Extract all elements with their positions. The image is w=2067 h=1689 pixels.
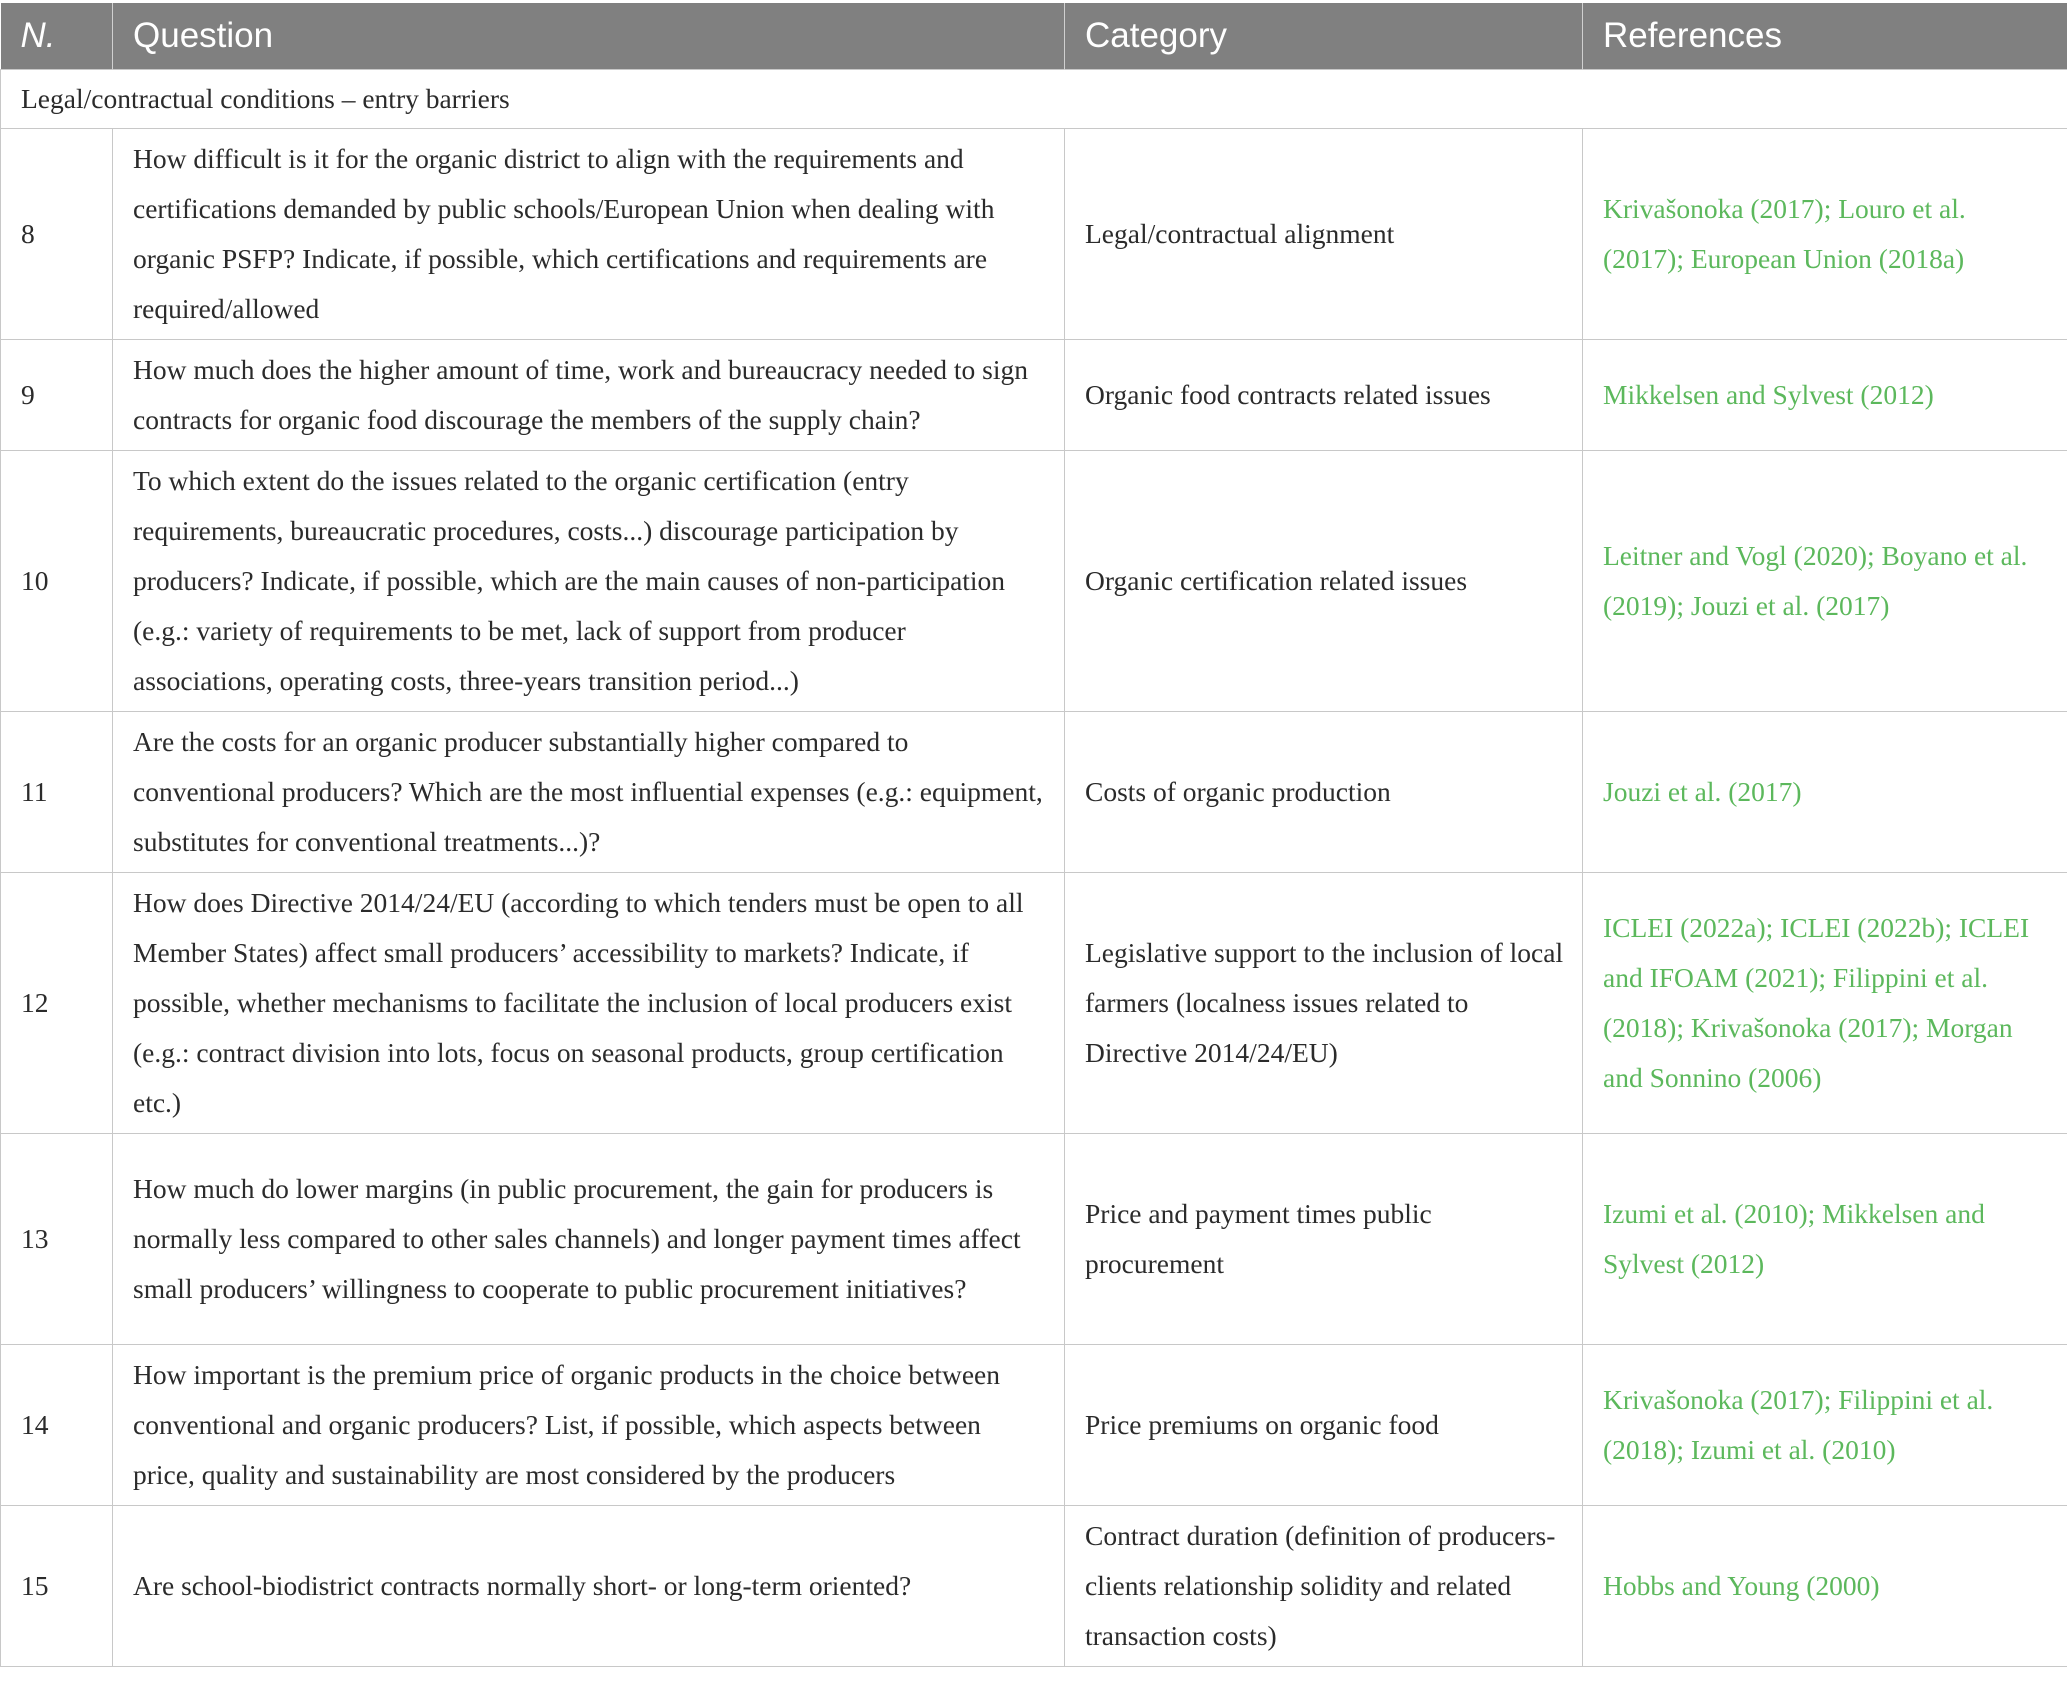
row-references-link[interactable]: Jouzi et al. (2017) <box>1583 712 2067 873</box>
row-number: 11 <box>1 712 113 873</box>
row-number: 13 <box>1 1134 113 1345</box>
section-title: Legal/contractual conditions – entry barriers <box>1 70 2067 129</box>
header-n: N. <box>1 3 113 70</box>
row-references-link[interactable]: Mikkelsen and Sylvest (2012) <box>1583 340 2067 451</box>
table-row <box>1 712 2067 873</box>
row-category: Legal/contractual alignment <box>1065 129 1583 340</box>
row-question: Are the costs for an organic producer substantially higher compared to conventional producers? Which are the most influential expenses (e.g.: equipment, substitutes for conventional treatments...)? <box>113 712 1065 873</box>
section-row <box>1 70 2067 129</box>
row-number: 14 <box>1 1345 113 1506</box>
row-question: How does Directive 2014/24/EU (according to which tenders must be open to all Member States) affect small producers’ accessibility to markets? Indicate, if possible, whether mechanisms to facilitate the inclusion of local producers exist (e.g.: contract division into lots, focus on seasonal products, group certification etc.) <box>113 873 1065 1134</box>
row-references-link[interactable]: ICLEI (2022a); ICLEI (2022b); ICLEI and IFOAM (2021); Filippini et al. (2018); Krivašonoka (2017); Morgan and Sonnino (2006) <box>1583 873 2067 1134</box>
row-question: How important is the premium price of organic products in the choice between conventional and organic producers? List, if possible, which aspects between price, quality and sustainability are most considered by the producers <box>113 1345 1065 1506</box>
row-references-link[interactable]: Izumi et al. (2010); Mikkelsen and Sylvest (2012) <box>1583 1134 2067 1345</box>
table-row <box>1 1134 2067 1345</box>
row-references-link[interactable]: Leitner and Vogl (2020); Boyano et al. (2019); Jouzi et al. (2017) <box>1583 451 2067 712</box>
row-references-link[interactable]: Hobbs and Young (2000) <box>1583 1506 2067 1667</box>
row-number: 15 <box>1 1506 113 1667</box>
table-row <box>1 129 2067 340</box>
row-category: Costs of organic production <box>1065 712 1583 873</box>
questionnaire-table <box>0 3 2067 1667</box>
row-number: 10 <box>1 451 113 712</box>
row-category: Price and payment times public procurement <box>1065 1134 1583 1345</box>
row-question: Are school-biodistrict contracts normally short- or long-term oriented? <box>113 1506 1065 1667</box>
header-category: Category <box>1065 3 1583 70</box>
row-number: 12 <box>1 873 113 1134</box>
header-row <box>1 3 2067 70</box>
table-row <box>1 1345 2067 1506</box>
row-question: How much do lower margins (in public procurement, the gain for producers is normally less compared to other sales channels) and longer payment times affect small producers’ willingness to cooperate to public procurement initiatives? <box>113 1134 1065 1345</box>
table-row <box>1 873 2067 1134</box>
row-category: Organic food contracts related issues <box>1065 340 1583 451</box>
table-row <box>1 340 2067 451</box>
header-references: References <box>1583 3 2067 70</box>
row-category: Price premiums on organic food <box>1065 1345 1583 1506</box>
row-references-link[interactable]: Krivašonoka (2017); Filippini et al. (2018); Izumi et al. (2010) <box>1583 1345 2067 1506</box>
table-row <box>1 451 2067 712</box>
header-question: Question <box>113 3 1065 70</box>
row-number: 9 <box>1 340 113 451</box>
row-category: Organic certification related issues <box>1065 451 1583 712</box>
row-question: How much does the higher amount of time, work and bureaucracy needed to sign contracts for organic food discourage the members of the supply chain? <box>113 340 1065 451</box>
row-question: How difficult is it for the organic district to align with the requirements and certifications demanded by public schools/European Union when dealing with organic PSFP? Indicate, if possible, which certifications and requirements are required/allowed <box>113 129 1065 340</box>
row-category: Contract duration (definition of producers-clients relationship solidity and related transaction costs) <box>1065 1506 1583 1667</box>
row-category: Legislative support to the inclusion of local farmers (localness issues related to Directive 2014/24/EU) <box>1065 873 1583 1134</box>
row-question: To which extent do the issues related to the organic certification (entry requirements, bureaucratic procedures, costs...) discourage participation by producers? Indicate, if possible, which are the main causes of non-participation (e.g.: variety of requirements to be met, lack of support from producer associations, operating costs, three-years transition period...) <box>113 451 1065 712</box>
row-number: 8 <box>1 129 113 340</box>
table-row <box>1 1506 2067 1667</box>
row-references-link[interactable]: Krivašonoka (2017); Louro et al. (2017); European Union (2018a) <box>1583 129 2067 340</box>
